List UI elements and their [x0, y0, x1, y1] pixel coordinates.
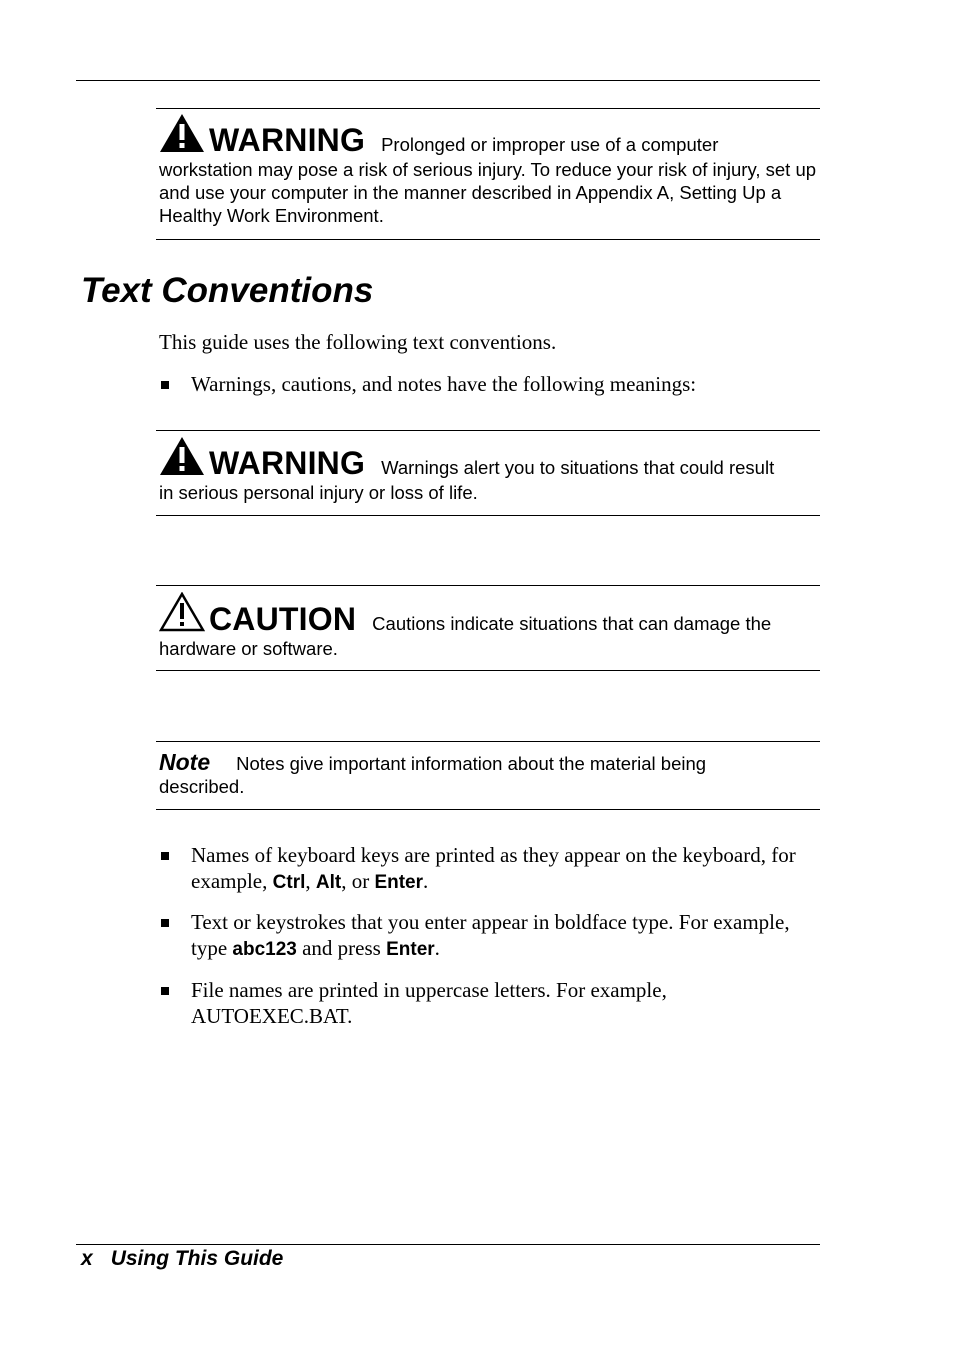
bullet-square — [161, 919, 169, 927]
section-heading: Text Conventions — [81, 271, 374, 310]
warning-label: WARNING — [209, 122, 366, 158]
warning-notice — [159, 436, 819, 504]
caution-box-top-rule — [156, 585, 820, 586]
caution-text-first-line: Cautions indicate situations that can damage the — [372, 613, 772, 634]
intro-paragraph: This guide uses the following text conventions. — [159, 330, 557, 354]
note-box-top-rule — [156, 741, 820, 742]
page-footer — [81, 1246, 283, 1272]
warning-text-first-line: Warnings alert you to situations that could result — [381, 457, 775, 478]
note-text-first-line: Notes give important information about the material being — [236, 753, 707, 774]
bullet-square — [161, 852, 169, 860]
footer-title: Using This Guide — [110, 1247, 284, 1270]
note-label: Note — [159, 749, 211, 775]
warning-notice — [159, 113, 819, 227]
bullet-square — [161, 381, 169, 389]
caution-label: CAUTION — [209, 601, 357, 637]
key-name: Enter — [386, 939, 435, 960]
bullet-text: Names of keyboard keys are printed as they appear on the keyboard, for example, Ctrl, Alt, or Enter. — [191, 843, 796, 893]
page-number: x — [81, 1247, 93, 1270]
bullet-text: File names are printed in uppercase letters. For example, AUTOEXEC.BAT. — [191, 978, 667, 1028]
warning-text: in serious personal injury or loss of life. — [159, 482, 478, 503]
warning-box-top-rule — [156, 108, 820, 109]
warning-box-top-rule — [156, 430, 820, 431]
note-text: described. — [159, 776, 245, 797]
warning-box-bottom-rule — [156, 515, 820, 516]
key-name: Alt — [315, 872, 342, 893]
caution-text: hardware or software. — [159, 638, 338, 659]
key-name: Enter — [374, 872, 424, 893]
bold-example: abc123 — [232, 939, 297, 960]
list-item — [159, 909, 819, 963]
caution-icon — [159, 592, 205, 637]
bullet-square — [161, 987, 169, 995]
caution-box-bottom-rule — [156, 670, 820, 671]
warning-box-bottom-rule — [156, 239, 820, 240]
footer-rule — [76, 1244, 820, 1245]
list-item — [159, 371, 819, 397]
note-box-bottom-rule — [156, 809, 820, 810]
bullet-text: Warnings, cautions, and notes have the following meanings: — [191, 372, 697, 396]
note-notice — [159, 751, 819, 798]
key-name: Ctrl — [272, 872, 306, 893]
warning-icon — [159, 436, 205, 481]
header-rule — [76, 80, 820, 81]
warning-text: workstation may pose a risk of serious injury. To reduce your risk of injury, set up and use your computer in the manner described in Appendix A, Setting Up a Healthy Work Environment. — [159, 159, 817, 226]
warning-text-first-line: Prolonged or improper use of a computer — [381, 134, 719, 155]
bullet-text: Text or keystrokes that you enter appear in boldface type. For example, type abc123 and press Enter. — [191, 910, 790, 960]
list-item — [159, 842, 819, 896]
warning-icon — [159, 113, 205, 158]
list-item — [159, 977, 819, 1029]
caution-notice — [159, 592, 819, 660]
warning-label: WARNING — [209, 445, 366, 481]
